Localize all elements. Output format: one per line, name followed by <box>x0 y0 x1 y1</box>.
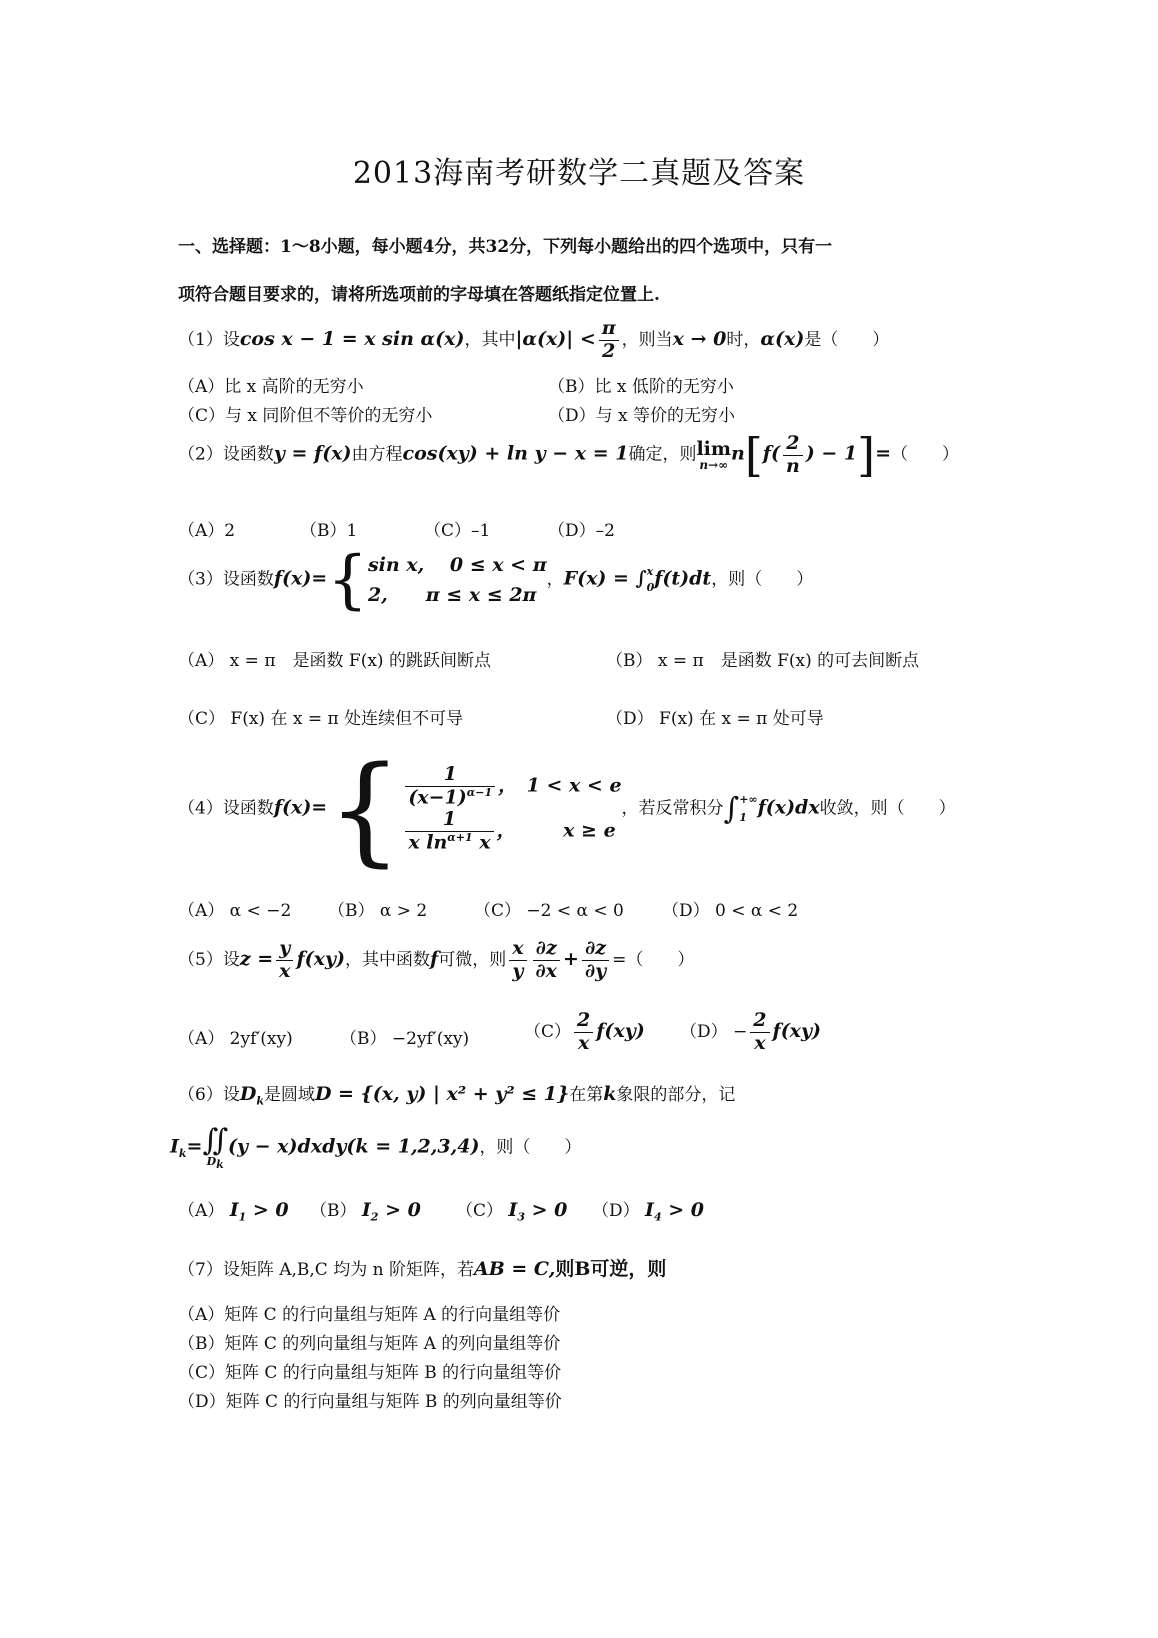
q7-option-b: （B）矩阵 C 的列向量组与矩阵 A 的列向量组等价 <box>178 1334 561 1354</box>
q7-option-c: （C）矩阵 C 的行向量组与矩阵 B 的行向量组等价 <box>178 1363 562 1383</box>
q6-option-d: （D） $I_4 > 0$ <box>592 1199 704 1224</box>
q5-option-b: （B） −2yf′(xy) <box>340 1029 470 1049</box>
q3-option-c: （C） F(x) 在 x = π 处连续但不可导 <box>178 709 464 729</box>
q7-option-a: （A）矩阵 C 的行向量组与矩阵 A 的行向量组等价 <box>178 1305 561 1325</box>
q5-option-d: （D） − $\frac{2}{x}$ f(xy) <box>680 1009 822 1054</box>
q7-option-d: （D）矩阵 C 的行向量组与矩阵 B 的列向量组等价 <box>178 1392 562 1412</box>
q2-option-b: （B）1 <box>300 521 358 541</box>
question-2: （2）设函数y = f(x)由方程cos(xy) + ln y − x = 1确定，则lim n→∞ n[f( $\frac{2}{n}$ ) − 1]=（ ） <box>178 428 960 482</box>
q6-set: D = {(x, y) | x² + y² ≤ 1} <box>314 1083 570 1105</box>
q2-option-d: （D）–2 <box>548 521 615 541</box>
q1-option-d: （D）与 x 等价的无穷小 <box>548 406 736 426</box>
q3-option-b: （B） x = π 是函数 F(x) 的可去间断点 <box>606 651 920 671</box>
q5-option-a: （A） 2yf′(xy) <box>178 1029 293 1049</box>
q2-equation: cos(xy) + ln y − x = 1 <box>402 442 629 465</box>
question-7: （7）设矩阵 A,B,C 均为 n 阶矩阵，若AB = C,则B可逆，则 <box>178 1258 667 1280</box>
q6-option-a: （A） $I_1 > 0$ <box>178 1199 289 1224</box>
q1-option-a: （A）比 x 高阶的无穷小 <box>178 377 364 397</box>
section-instructions-line1: 一、选择题：1～8小题，每小题4分，共32分，下列每小题给出的四个选项中，只有一 <box>178 237 833 257</box>
q3-option-a: （A） x = π 是函数 F(x) 的跳跃间断点 <box>178 651 491 671</box>
q4-option-d: （D） 0 < α < 2 <box>662 901 799 921</box>
question-3: （3）设函数f(x)={ sin x, 0 ≤ x < π 2, π ≤ x ≤ 2π ，F(x) = ∫ x 0 f(t)dt，则（ ） <box>178 543 814 617</box>
q4-option-a: （A） α < −2 <box>178 901 292 921</box>
q6-option-c: （C） $I_3 > 0$ <box>456 1199 568 1224</box>
q2-option-c: （C）–1 <box>424 521 491 541</box>
page-title: 2013海南考研数学二真题及答案 <box>352 156 806 191</box>
question-5: （5）设z = $\frac{y}{x}$ f(xy)，其中函数f可微，则 $\frac{x}{y}$ $\frac{\partial z}{\partial x}$ + $\frac{\partial z}{\partial y}$ =（ ） <box>178 937 695 982</box>
question-1: （1）设cos x − 1 = x sin α(x)，其中|α(x)| < $\frac{\pi}{2}$ ，则当x → 0时，α(x)是（ ） <box>178 317 890 362</box>
question-6: （6）设$D_k$是圆域D = {(x, y) | x² + y² ≤ 1}在第k象限的部分，记 <box>178 1083 736 1108</box>
q2-limit: lim n→∞ <box>696 437 732 472</box>
q1-option-c: （C）与 x 同阶但不等价的无穷小 <box>178 406 433 426</box>
q3-piecewise: sin x, 0 ≤ x < π 2, π ≤ x ≤ 2π <box>367 553 547 606</box>
q3-option-d: （D） F(x) 在 x = π 处可导 <box>606 709 824 729</box>
q1-fraction: $\frac{\pi}{2}$ <box>599 318 619 363</box>
q4-option-c: （C） −2 < α < 0 <box>474 901 624 921</box>
q5-option-c: （C） $\frac{2}{x}$ f(xy) <box>524 1009 645 1054</box>
question-4: （4）设函数f(x)={ $\frac{1}{(x-1)^{\alpha-1}}$ ， 1 < x < e $\frac{1}{x \ln^{\alpha+1} x}$ ， x ≥ e ，若反常积分∫ +∞ 1 f(x)dx收敛，则（ ） <box>178 740 956 878</box>
q1-option-b: （B）比 x 低阶的无穷小 <box>548 377 734 397</box>
question-6-integral: $I_k=$ ∬ Dk (y − x)dxdy(k = 1,2,3,4)，则（ ） <box>170 1123 582 1172</box>
q1-equation: cos x − 1 = x sin α(x) <box>239 327 465 350</box>
section-instructions-line2: 项符合题目要求的，请将所选项前的字母填在答题纸指定位置上. <box>178 285 660 305</box>
q4-option-b: （B） α > 2 <box>328 901 428 921</box>
q2-option-a: （A）2 <box>178 521 236 541</box>
q6-option-b: （B） $I_2 > 0$ <box>310 1199 421 1224</box>
q4-piecewise: $\frac{1}{(x-1)^{\alpha-1}}$ ， 1 < x < e $\frac{1}{x \ln^{\alpha+1} x}$ ， x ≥ e <box>402 764 621 854</box>
